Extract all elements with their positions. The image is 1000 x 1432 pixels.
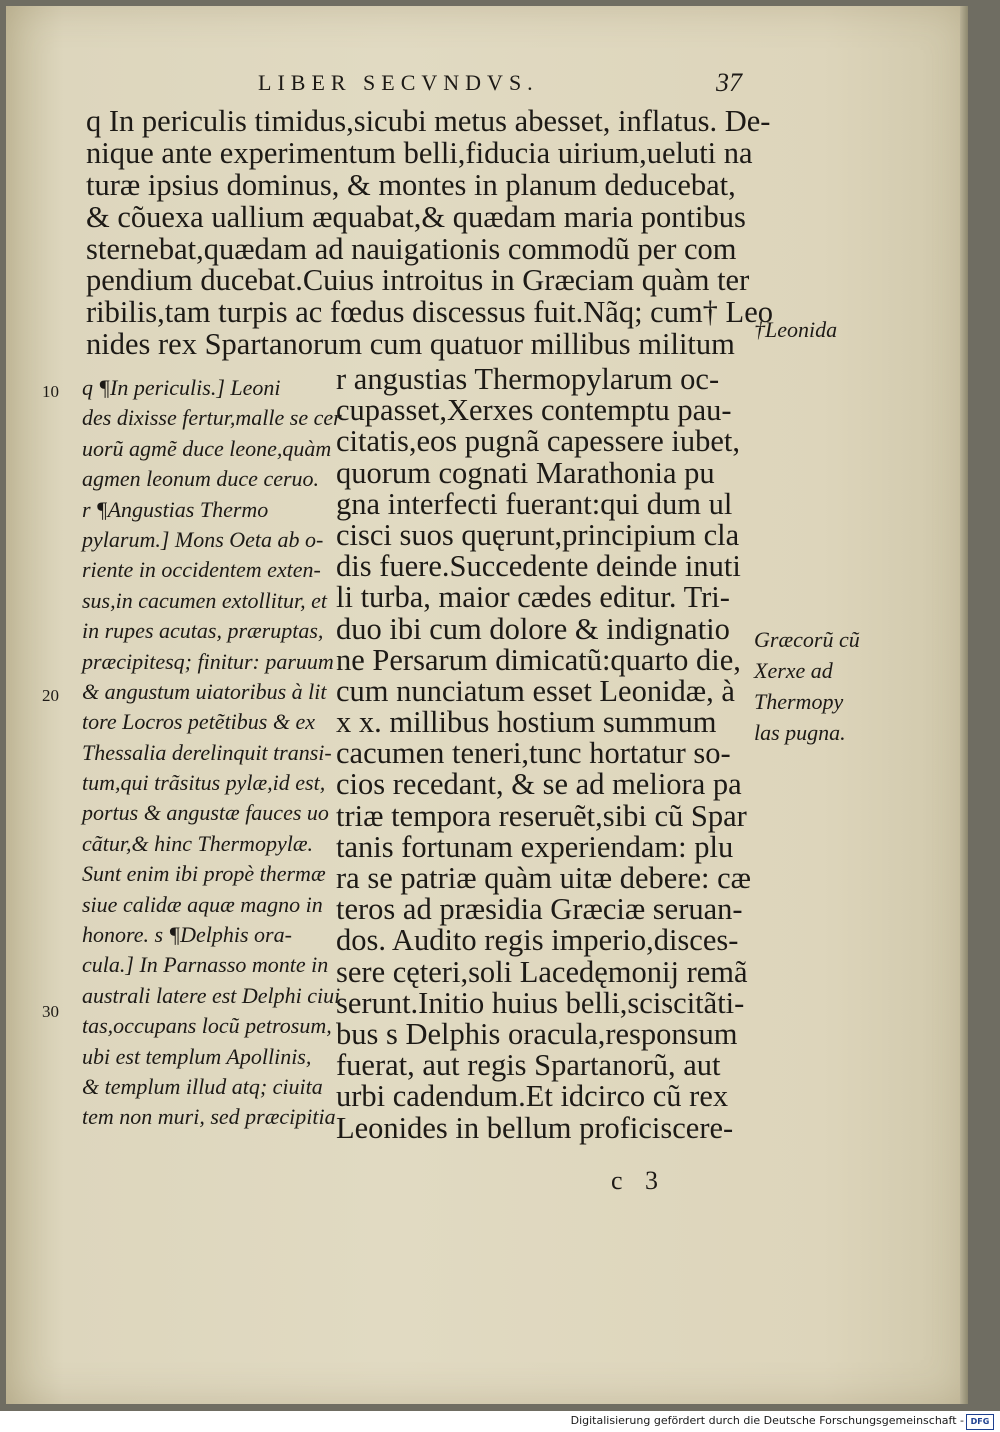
commentary-line: ubi est templum Apollinis, <box>82 1043 312 1069</box>
text-line: triæ tempora reseruẽt,sibi cũ Spar <box>336 798 747 833</box>
margin-note-line: Xerxe ad <box>754 658 833 683</box>
text-line: cisci suos quęrunt,principium cla <box>336 517 740 552</box>
commentary-line: honore. s ¶Delphis ora- <box>82 922 292 948</box>
commentary-line: Sunt enim ibi propè thermæ <box>82 861 326 887</box>
text-line: pendium ducebat.Cuius introitus in Græciam quàm ter <box>86 263 750 298</box>
line-number: 30 <box>42 1002 59 1021</box>
text-line: cacumen teneri,tunc hortatur so- <box>336 736 731 771</box>
text-line: bus s Delphis oracula,responsum <box>336 1016 738 1051</box>
text-line: dos. Audito regis imperio,disces- <box>336 923 739 958</box>
commentary-line: & templum illud atq; ciuita <box>82 1073 323 1099</box>
footer-bar <box>0 1411 1000 1432</box>
running-title: LIBER SECVNDVS. <box>258 70 539 95</box>
commentary-line: agmen leonum duce ceruo. <box>82 466 320 492</box>
commentary-line: tas,occupans locũ petrosum, <box>82 1013 332 1039</box>
text-line: & cõuexa uallium æquabat,& quædam maria pontibus <box>86 199 746 234</box>
text-line: serunt.Initio huius belli,sciscitãti- <box>336 985 745 1020</box>
line-number: 20 <box>42 686 59 705</box>
text-line: duo ibi cum dolore & indignatio <box>336 611 730 646</box>
margin-note-line: las pugna. <box>754 720 846 745</box>
commentary-line: q ¶In periculis.] Leoni <box>82 375 281 400</box>
commentary-line: Thessalia derelinquit transi- <box>82 739 332 765</box>
commentary-line: cula.] In Parnasso monte in <box>82 952 329 978</box>
funding-credit: Digitalisierung gefördert durch die Deutsche Forschungsgemeinschaft - <box>570 1414 964 1427</box>
commentary-line: & angustum uiatoribus à lit <box>82 678 327 704</box>
text-line: dis fuere.Succedente deinde inuti <box>336 549 741 584</box>
text-line: ra se patriæ quàm uitæ debere: cæ <box>336 861 752 895</box>
commentary-line: cãtur,& hinc Thermopylæ. <box>82 830 313 856</box>
dfg-logo-icon: DFG <box>966 1414 994 1430</box>
commentary-line: portus & angustæ fauces uo <box>82 800 329 826</box>
text-line: r angustias Thermopylarum oc- <box>336 362 720 396</box>
commentary-line: tum,qui trãsitus pylæ,id est, <box>82 770 326 796</box>
text-line: urbi cadendum.Et idcirco cũ rex <box>336 1079 729 1114</box>
commentary-line: tem non muri, sed præcipitia <box>82 1104 336 1130</box>
margin-note-battle <box>754 624 860 748</box>
commentary-line: tore Locros petẽtibus & ex <box>82 709 315 735</box>
line-number: 10 <box>42 382 59 401</box>
text-line: quorum cognati Marathonia pu <box>336 455 715 490</box>
text-line: x x. millibus hostium summum <box>336 705 717 740</box>
text-line: cum nunciatum esset Leonidæ, à <box>336 673 735 708</box>
commentary-line: des dixisse fertur,malle se cer <box>82 405 342 431</box>
commentary-line: r ¶Angustias Thermo <box>82 496 269 522</box>
text-line: Leonides in bellum proficiscere- <box>336 1110 734 1145</box>
text-line: turæ ipsius dominus, & montes in planum deducebat, <box>86 167 736 202</box>
page-edge <box>960 6 968 1404</box>
text-line: li turba, maior cædes editur. Tri- <box>336 580 730 615</box>
text-line: sternebat,quædam ad nauigationis commodũ per com <box>86 231 737 266</box>
commentary-line: siue calidæ aquæ magno in <box>82 891 323 917</box>
text-line: sere cęteri,soli Lacedęmonij remã <box>336 954 748 989</box>
text-line: nique ante experimentum belli,fiducia uirium,ueluti na <box>86 135 753 170</box>
margin-note-line: Græcorũ cũ <box>754 627 860 652</box>
commentary-line: præcipitesq; finitur: paruum <box>82 648 334 674</box>
commentary-line: sus,in cacumen extollitur, et <box>82 587 328 613</box>
text-line: ribilis,tam turpis ac fœdus discessus fuit.Nãq; cum† Leo <box>86 295 773 330</box>
main-text-narrow <box>336 364 756 1144</box>
text-line: tanis fortunam experiendam: plu <box>336 829 734 864</box>
commentary-line: riente in occidentem exten- <box>82 557 321 583</box>
text-line: nides rex Spartanorum cum quatuor millibus militum <box>86 327 735 362</box>
text-line: q In periculis timidus,sicubi metus abesset, inflatus. De- <box>86 104 771 138</box>
margin-note-line: Thermopy <box>754 689 844 714</box>
commentary-column <box>82 373 342 1133</box>
book-page <box>6 6 968 1404</box>
text-line: teros ad præsidia Græciæ seruan- <box>336 892 743 927</box>
text-line: cios recedant, & se ad meliora pa <box>336 767 742 802</box>
commentary-line: uorũ agmẽ duce leone,quàm <box>82 435 332 461</box>
text-line: fuerat, aut regis Spartanorũ, aut <box>336 1048 721 1083</box>
commentary-line: australi latere est Delphi ciui <box>82 982 341 1008</box>
commentary-line: pylarum.] Mons Oeta ab o- <box>82 526 324 552</box>
text-line: ne Persarum dimicatũ:quarto die, <box>336 642 741 677</box>
text-line: gna interfecti fuerant:qui dum ul <box>336 486 733 521</box>
margin-note-leonida: †Leonida <box>754 317 838 342</box>
main-text-block <box>86 104 773 362</box>
text-line: cupasset,Xerxes contemptu pau- <box>336 393 732 428</box>
page-number: 37 <box>716 68 742 97</box>
signature-mark: c 3 <box>611 1166 667 1195</box>
commentary-line: in rupes acutas, præruptas, <box>82 618 324 644</box>
text-line: citatis,eos pugnã capessere iubet, <box>336 424 740 459</box>
